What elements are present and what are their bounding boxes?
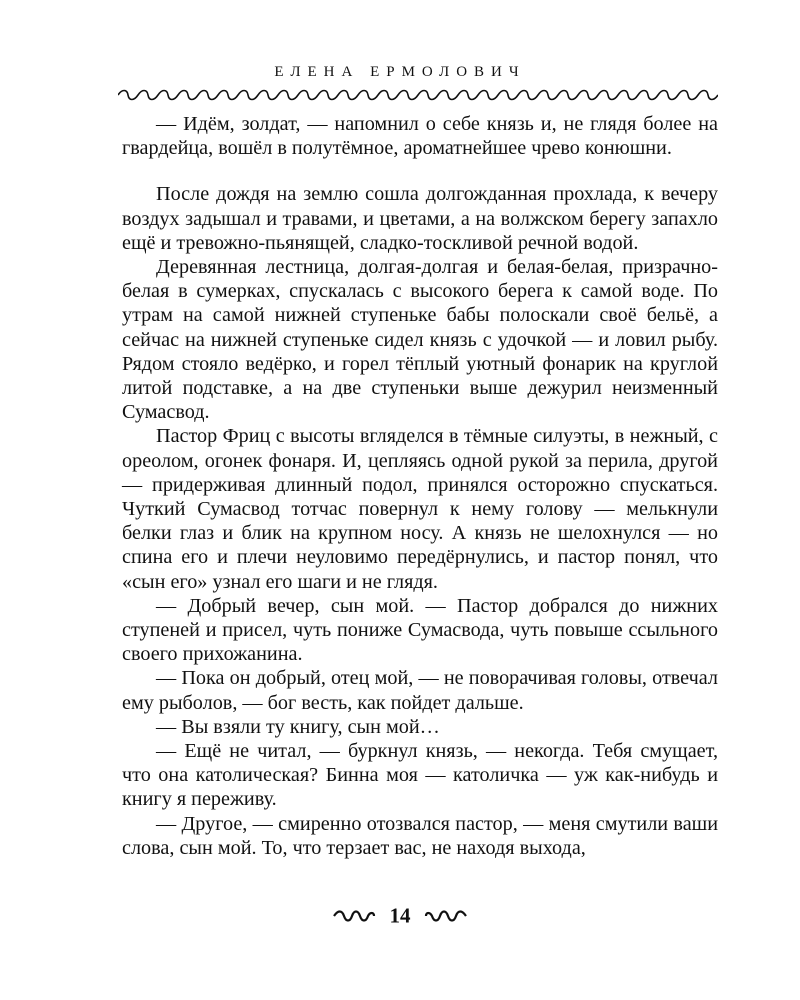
ornament-loop-path bbox=[118, 91, 718, 100]
paragraph-6: — Пока он добрый, отец мой, — не поворачивая головы, отвечал ему рыболов, — бог весть, как пойдет дальше. bbox=[122, 667, 718, 714]
page-number: 14 bbox=[389, 903, 411, 928]
running-head: ЕЛЕНА ЕРМОЛОВИЧ bbox=[274, 64, 526, 80]
right-flourish-ornament bbox=[424, 910, 468, 922]
left-flourish-ornament bbox=[332, 910, 376, 922]
paragraph-7: — Вы взяли ту книгу, сын мой… bbox=[156, 715, 440, 738]
paragraph-1: — Идём, золдат, — напомнил о себе князь и, не глядя более на гвардейца, вошёл в полутёмное, ароматнейшее чрево конюшни. bbox=[122, 113, 718, 160]
page-footer bbox=[0, 902, 800, 929]
header-ornament-rule bbox=[118, 88, 718, 102]
paragraph-5: — Добрый вечер, сын мой. — Пастор добрался до нижних ступеней и присел, чуть пониже Сумасвода, чуть повыше ссыльного своего прихожанина. bbox=[122, 594, 718, 666]
paragraph-8: — Ещё не читал, — буркнул князь, — некогда. Тебя смущает, что она католическая? Бинна моя — католичка — уж как-нибудь и книгу я переживу. bbox=[122, 740, 718, 811]
paragraph-2: После дождя на землю сошла долгожданная прохлада, к вечеру воздух задышал и травами, и цветами, а на волжском берегу запахло ещё и тревожно-пьянящей, сладко-тоскливой речной водой. bbox=[122, 183, 718, 254]
paragraph-3: Деревянная лестница, долгая-долгая и белая-белая, призрачно-белая в сумерках, спускалась с высокого берега к самой воде. По утрам на самой нижней ступеньке бабы полоскали своё бельё, а сейчас на нижней ступеньке сидел князь с удочкой — и ловил рыбу. Рядом стояло ведёрко, и горел тёплый уютный фонарик на круглой литой подставке, а на две ступеньки выше дежурил неизменный Сумасвод. bbox=[122, 256, 718, 424]
paragraph-9: — Другое, — смиренно отозвался пастор, — меня смутили ваши слова, сын мой. То, что терзает вас, не находя выхода, bbox=[122, 812, 718, 859]
paragraph-4: Пастор Фриц с высоты вгляделся в тёмные силуэты, в нежный, с ореолом, огонек фонаря. И, цепляясь одной рукой за перила, другой — придерживая длинный подол, принялся осторожно спускаться. Чуткий Сумасвод тотчас повернул к нему голову — мелькнули белки глаз и блик на крупном носу. А князь не шелохнулся — но спина его и плечи неуловимо передёрнулись, и пастор понял, что «сын его» узнал его шаги и не глядя. bbox=[122, 425, 718, 593]
body-text bbox=[122, 112, 718, 860]
